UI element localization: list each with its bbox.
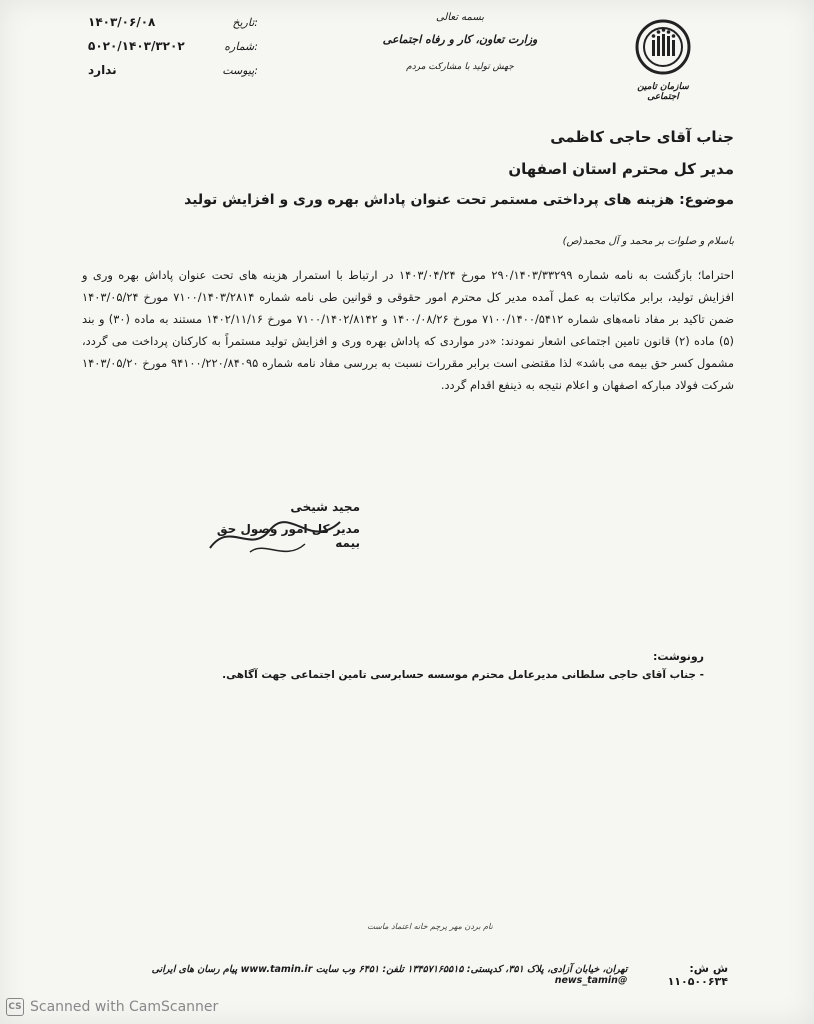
number-row bbox=[88, 34, 258, 58]
organization-logo bbox=[628, 18, 698, 102]
letterhead-center bbox=[345, 12, 575, 72]
signature-block bbox=[190, 500, 360, 550]
recipient-name: جناب آقای حاجی کاظمی bbox=[550, 128, 734, 146]
attachment-label: پیوست: bbox=[222, 63, 258, 77]
camscanner-watermark bbox=[6, 998, 218, 1016]
number-value: ۵۰۲۰/۱۴۰۳/۳۲۰۲ bbox=[88, 39, 185, 53]
footer bbox=[88, 962, 728, 988]
cc-label: رونوشت: bbox=[652, 650, 704, 663]
document-code: ش ش: ۱۱۰۵۰۰۶۳۴ bbox=[667, 962, 728, 988]
letter-subject: موضوع: هزینه های پرداختی مستمر تحت عنوان پاداش بهره وری و افزایش تولید bbox=[184, 192, 734, 208]
letter-meta bbox=[88, 10, 258, 82]
signatory-title: مدیر کل امور وصول حق بیمه bbox=[216, 522, 360, 550]
bismillah: بسمه تعالی bbox=[435, 12, 485, 23]
attachment-row bbox=[88, 58, 258, 82]
date-value: ۱۴۰۳/۰۶/۰۸ bbox=[88, 15, 156, 29]
date-label: تاریخ: bbox=[232, 15, 258, 29]
letter-body bbox=[82, 264, 734, 396]
header-slogan: جهش تولید با مشارکت مردم bbox=[406, 62, 514, 72]
date-row bbox=[88, 10, 258, 34]
organization-name: سازمان تامین اجتماعی bbox=[637, 82, 689, 102]
footer-address: تهران، خیابان آزادی، پلاک ۳۵۱، کدپستی: ۱۳۴۵۷۱۶۵۵۱۵ تلفن: ۶۴۵۱ وب سایت www.tamin.ir پیام رسان های ایرانی @news_tamin bbox=[151, 964, 628, 986]
signatory-name: مجید شیخی bbox=[290, 500, 360, 514]
attachment-value: ندارد bbox=[88, 63, 117, 77]
letter-greeting: باسلام و صلوات بر محمد و آل محمد(ص) bbox=[562, 236, 734, 247]
recipient-title: مدیر کل محترم استان اصفهان bbox=[508, 160, 734, 178]
camscanner-icon: CS bbox=[6, 998, 24, 1016]
cc-item: - جناب آقای حاجی سلطانی مدیرعامل محترم موسسه حسابرسی تامین اجتماعی جهت آگاهی. bbox=[222, 669, 704, 681]
number-label: شماره: bbox=[224, 39, 258, 53]
footer-slogan: نام بردن مهر پرچم خانه اعتماد ماست bbox=[367, 922, 493, 931]
tamin-logo-icon bbox=[634, 18, 692, 76]
signature-scribble-icon bbox=[190, 500, 360, 570]
letter-body-text: احتراما؛ بازگشت به نامه شماره ۲۹۰/۱۴۰۳/۳۳۲۹۹ مورخ ۱۴۰۳/۰۴/۲۴ در ارتباط با استمرار هزینه های تحت عنوان پاداش بهره وری و افزایش تولید، برابر مکاتبات به عمل آمده مدیر کل محترم امور حقوقی و قوانین طی نامه شماره ۷۱۰۰/۱۴۰۳/۲۸۱۴ مورخ ۱۴۰۳/۰۵/۲۴ ضمن تاکید بر مفاد نامه‌های شماره ۷۱۰۰/۱۴۰۰/۵۴۱۲ مورخ ۱۴۰۰/۰۸/۲۶ و ۷۱۰۰/۱۴۰۲/۸۱۴۲ مورخ ۱۴۰۲/۱۱/۱۶ مستند به ماده (۳۰) و بند (۵) ماده (۲) قانون تامین اجتماعی اشعار نمودند: «در مواردی که پاداش بهره وری و افزایش تولید مستمراً به کارکنان پرداخت می گردد، مشمول کسر حق بیمه می باشد» لذا مقتضی است برابر مقررات نسبت به بررسی مفاد نامه شماره ۹۴۱۰۰/۲۲۰/۸۴۰۹۵ مورخ ۱۴۰۳/۰۵/۲۰ شرکت فولاد مبارکه اصفهان و اعلام نتیجه به ذینفع اقدام گردد. bbox=[82, 268, 735, 392]
cc-block bbox=[204, 650, 704, 681]
watermark-text: Scanned with CamScanner bbox=[30, 999, 219, 1015]
ministry-name: وزارت تعاون، کار و رفاه اجتماعی bbox=[382, 33, 538, 46]
